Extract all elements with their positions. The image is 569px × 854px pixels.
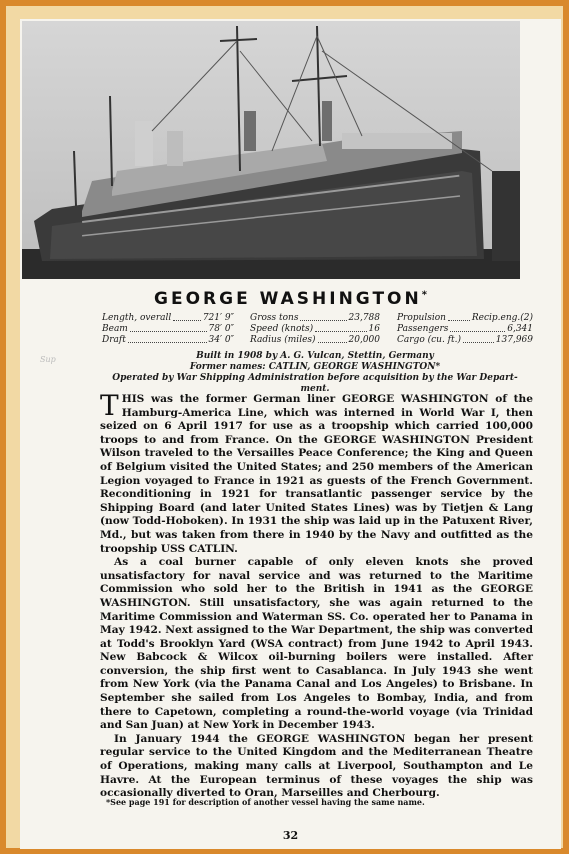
spec-row: Speed (knots) 16 [250, 324, 380, 334]
spec-row: Cargo (cu. ft.) 137,969 [397, 335, 533, 345]
ship-title: GEORGE WASHINGTON* [154, 289, 427, 309]
page-frame [6, 6, 563, 848]
build-line: Built in 1908 by A. G. Vulcan, Stettin, Germany [196, 351, 434, 361]
specs-column-capacity [397, 313, 533, 346]
spec-row: Radius (miles) 20,000 [250, 335, 380, 345]
body-text [100, 389, 533, 801]
footnote: *See page 191 for description of another vessel having the same name. [106, 797, 425, 807]
specs-column-dimensions [102, 313, 234, 346]
spec-row: Length, overall 721′ 9″ [102, 313, 234, 323]
document-page [20, 19, 561, 849]
paragraph: As a coal burner capable of only eleven knots she proved unsatisfactory for naval service and was returned to the Maritime Commission who sold her to the British in 1941 as the GEORGE WASHINGTON. Still unsatisfactory, she was again returned to the Maritime Commission and Waterman SS. Co. operated her to Panama in May 1942. Next assigned to the War Department, the ship was converted at Todd's Brooklyn Yard (WSA contract) from June 1942 to April 1943. New Babcock & Wilcox oil-burning boilers were installed. After conversion, the ship first went to Casablanca. In July 1943 she went from New York (via the Panama Canal and Los Angeles) to Brisbane. In September she sailed from Los Angeles to Bombay, India, and from there to Capetown, completing a round-the-world voyage (via Trinidad and San Juan) at New York in December 1943. [100, 556, 533, 732]
page-number: 32 [282, 829, 299, 842]
paragraph: In January 1944 the GEORGE WASHINGTON began her present regular service to the United Kingdom and the Mediterranean Theatre of Operations, making many calls at Liverpool, Southampton and Le Havre. At the European terminus of these voyages the ship was occasionally diverted to Oran, Marseilles and Cherbourg. [100, 732, 533, 800]
ship-photo [22, 21, 520, 279]
spec-row: Beam 78′ 0″ [102, 324, 234, 334]
pencil-annotation: Sup [40, 355, 56, 364]
drop-cap: T [100, 389, 119, 422]
spec-row: Propulsion Recip.eng.(2) [397, 313, 533, 323]
build-line: Operated by War Shipping Administration before acquisition by the War Depart- [112, 373, 518, 383]
build-info [90, 351, 540, 395]
specs-column-performance [250, 313, 380, 346]
build-line: ment. [300, 384, 330, 394]
spec-row: Draft 34′ 0″ [102, 335, 234, 345]
spec-row: Passengers 6,341 [397, 324, 533, 334]
paragraph: THIS was the former German liner GEORGE WASHINGTON of the Hamburg-America Line, which was interned in World War I, then seized on 6 April 1917 for use as a troopship which carried 100,000 troops to and from France. On the GEORGE WASHINGTON President Wilson traveled to the Versailles Peace Conference; the King and Queen of Belgium visited the United States; and 250 members of the American Legion voyaged to France in 1921 as guests of the French Government. Reconditioning in 1921 for transatlantic passenger service by the Shipping Board (and later United States Lines) was by Tietjen & Lang (now Todd-Hoboken). In 1931 the ship was laid up in the Patuxent River, Md., but was taken from there in 1940 by the Navy and outfitted as the troopship USS CATLIN. [100, 389, 533, 555]
build-line: Former names: CATLIN, GEORGE WASHINGTON* [189, 362, 441, 372]
ship-photo-image [22, 21, 520, 279]
spec-row: Gross tons 23,788 [250, 313, 380, 323]
